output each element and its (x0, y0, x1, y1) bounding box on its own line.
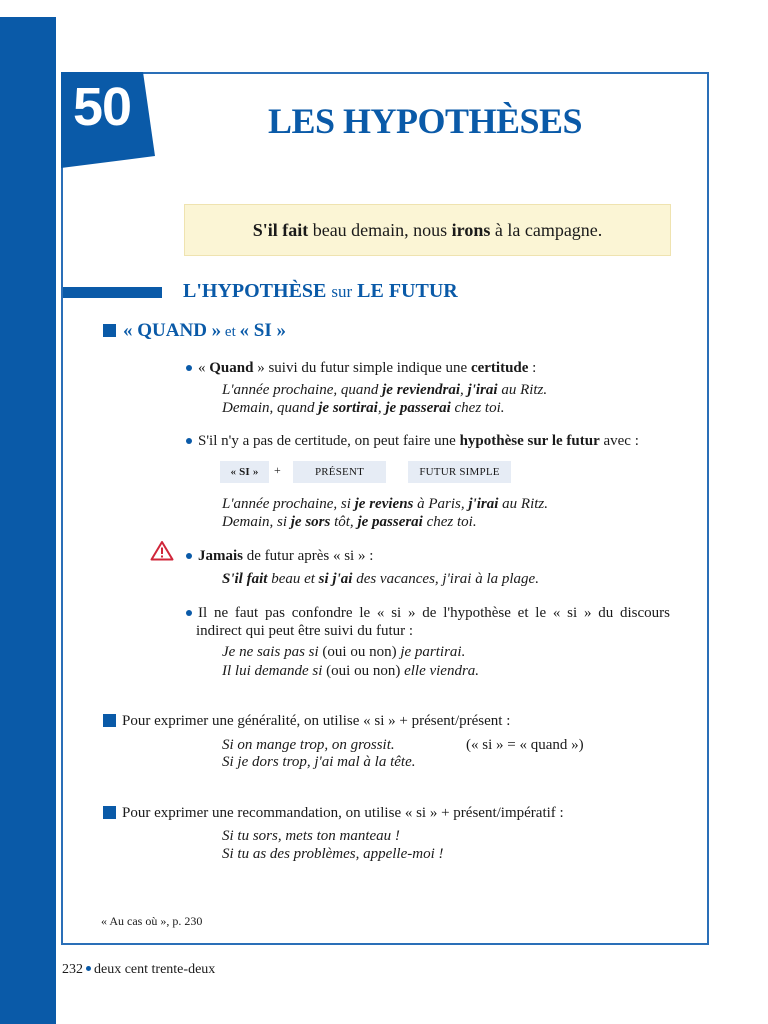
text-part: » suivi du futur simple indique une (253, 360, 471, 376)
text-bold: je sors (290, 514, 331, 530)
formula-futur-simple: FUTUR SIMPLE (408, 461, 511, 483)
text-part: : (528, 360, 537, 376)
example-box (184, 204, 671, 256)
chapter-tab (61, 72, 155, 168)
chapter-number: 50 (72, 77, 132, 137)
section-title-part: LE FUTUR (352, 280, 458, 302)
example-text-part: beau demain, nous (308, 220, 452, 240)
text-part: (oui ou non) (322, 644, 397, 660)
bullet-discours-line-1: Il ne faut pas confondre le « si » de l'hypothèse et le « si » du discours (198, 605, 670, 621)
text-part: elle viendra. (400, 663, 480, 679)
text-part: des vacances, j'irai à la plage. (352, 571, 539, 587)
text-part: Demain, quand (222, 400, 319, 416)
text-bold: Quand (209, 360, 254, 376)
bullet-quand-text (198, 359, 536, 377)
example-recommandation-2: Si tu as des problèmes, appelle-moi ! (222, 846, 444, 862)
subsection-title (123, 320, 286, 342)
text-part: , (460, 382, 468, 398)
left-margin-bar (0, 17, 56, 1024)
example-si-1 (222, 495, 548, 513)
section-title (183, 280, 458, 303)
page-number-words: deux cent trente-deux (94, 962, 216, 977)
example-sentence (185, 220, 670, 241)
text-bold: je passerai (385, 400, 451, 416)
bullet-icon (186, 365, 192, 371)
section-bar (63, 287, 162, 298)
subsection-title-part: « QUAND » (123, 320, 222, 341)
text-bold: j'irai (467, 382, 498, 398)
text-part: beau et (267, 571, 319, 587)
bullet-icon (186, 438, 192, 444)
section-title-part: L'HYPOTHÈSE (183, 280, 332, 302)
text-part: , (377, 400, 386, 416)
text-part: à Paris, (413, 496, 469, 512)
example-recommandation-1: Si tu sors, mets ton manteau ! (222, 828, 400, 844)
example-generalite-2: Si je dors trop, j'ai mal à la tête. (222, 754, 416, 770)
cross-reference-note: « Au cas où », p. 230 (101, 914, 203, 928)
example-si-2 (222, 513, 477, 531)
text-part: chez toi. (450, 400, 505, 416)
text-part: avec : (599, 433, 639, 449)
example-generalite-1: Si on mange trop, on grossit. (222, 737, 395, 753)
bullet-jamais-text (198, 547, 373, 565)
text-bold: je reviens (354, 496, 414, 512)
example-jamais (222, 570, 539, 588)
formula-present: PRÉSENT (293, 461, 386, 483)
example-bold: S'il fait (252, 220, 309, 240)
text-part: (oui ou non) (326, 663, 401, 679)
generalite-note: (« si » = « quand ») (466, 737, 584, 753)
bullet-hypothese-text (198, 432, 639, 450)
bullet-discours-line-2: indirect qui peut être suivi du futur : (196, 623, 414, 639)
generalite-text: Pour exprimer une généralité, on utilise « si » + présent/présent : (122, 713, 511, 729)
text-part: je partirai. (396, 644, 466, 660)
text-part: « (198, 360, 210, 376)
text-part: L'année prochaine, quand (222, 382, 383, 398)
text-bold: S'il fait (222, 571, 268, 587)
text-bold: j'irai (468, 496, 499, 512)
text-part: au Ritz. (498, 496, 548, 512)
text-part: Il lui demande si (222, 663, 327, 679)
text-bold: hypothèse sur le futur (459, 433, 600, 449)
example-quand-2 (222, 399, 505, 417)
page-title: LES HYPOTHÈSES (267, 101, 583, 141)
text-bold: je reviendrai (382, 382, 461, 398)
page-footer (62, 962, 215, 978)
bullet-icon (186, 610, 192, 616)
warning-icon (150, 540, 174, 561)
formula-si: « SI » (220, 461, 269, 483)
subsection-title-part: « SI » (239, 320, 286, 341)
text-part: au Ritz. (497, 382, 548, 398)
example-text-part: à la campagne. (490, 220, 603, 240)
text-part: de futur après « si » : (243, 548, 374, 564)
section-title-part: sur (331, 282, 353, 301)
example-bold: irons (451, 220, 491, 240)
example-discours-2 (222, 662, 479, 680)
formula-plus: + (274, 463, 281, 477)
text-part: Je ne sais pas si (222, 644, 323, 660)
recommandation-text: Pour exprimer une recommandation, on utilise « si » + présent/impératif : (122, 805, 564, 821)
text-bold: je sortirai (318, 400, 378, 416)
bullet-icon (186, 553, 192, 559)
footer-dot-icon (86, 966, 91, 971)
text-part: L'année prochaine, si (222, 496, 355, 512)
example-quand-1 (222, 381, 547, 399)
text-bold: je passerai (357, 514, 423, 530)
square-bullet-icon (103, 714, 116, 727)
page-number: 232 (62, 962, 83, 977)
text-part: chez toi. (422, 514, 477, 530)
text-part: tôt, (330, 514, 358, 530)
example-discours-1 (222, 643, 465, 661)
text-bold: si j'ai (318, 571, 353, 587)
subsection-title-part: et (221, 324, 240, 340)
subsection-square-icon (103, 324, 116, 337)
text-bold: Jamais (198, 548, 243, 564)
square-bullet-icon (103, 806, 116, 819)
text-bold: certitude (470, 360, 529, 376)
text-part: S'il n'y a pas de certitude, on peut faire une (198, 433, 460, 449)
text-part: Demain, si (222, 514, 291, 530)
